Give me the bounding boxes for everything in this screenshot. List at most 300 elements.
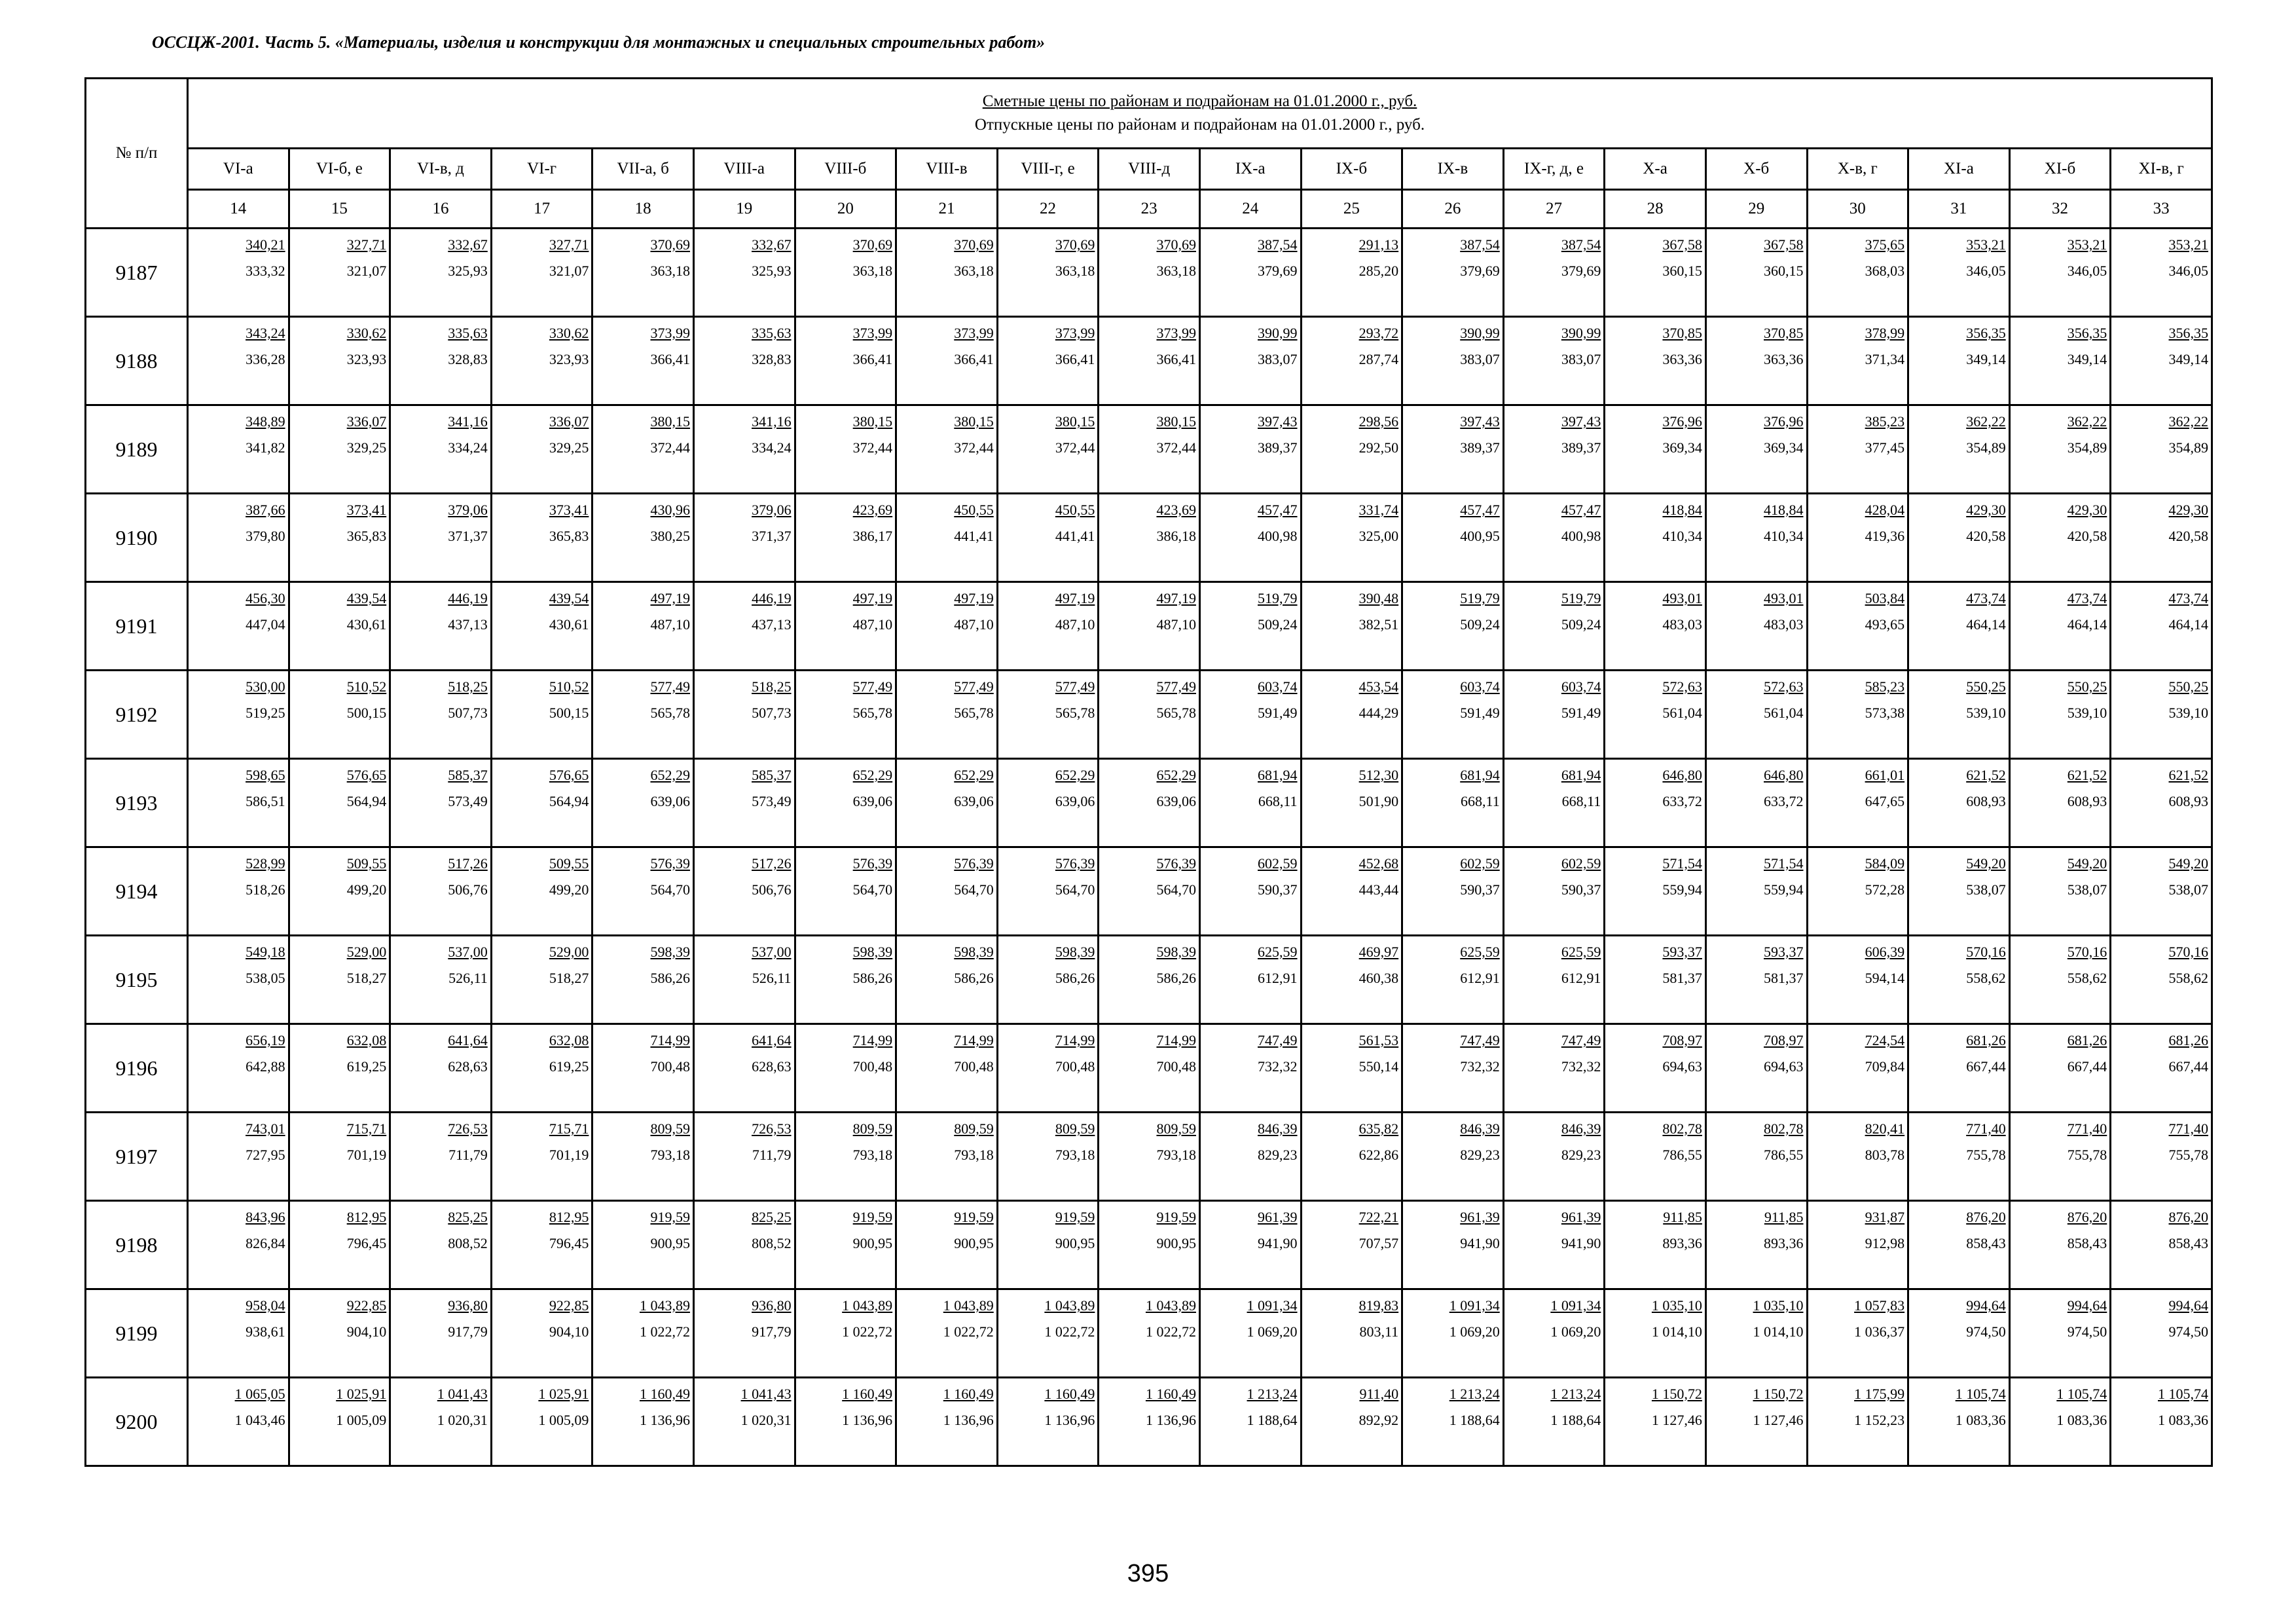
release-price: 858,43 [1966,1235,2006,1251]
price-cell [592,936,694,1024]
price-cell [1705,494,1807,582]
district-header: IX-в [1402,149,1504,190]
estimate-price: 353,21 [1966,236,2006,253]
price-cell [491,847,592,936]
release-price: 808,52 [752,1235,792,1251]
estimate-price: 715,71 [549,1120,589,1137]
release-price: 573,38 [1865,705,1905,721]
release-price: 328,83 [448,351,488,367]
price-cell [491,1201,592,1289]
release-price: 586,26 [1156,970,1196,986]
price-cell [188,405,289,494]
estimate-price: 632,08 [346,1032,387,1048]
estimate-price: 327,71 [549,236,589,253]
release-price: 591,49 [1258,705,1298,721]
price-cell [1099,317,1200,405]
table-row [86,1201,2212,1289]
column-number: 19 [693,190,795,229]
release-price: 371,34 [1865,351,1905,367]
release-price: 612,91 [1258,970,1298,986]
release-price: 383,07 [1460,351,1500,367]
estimate-price: 379,06 [752,502,792,518]
price-cell [1605,582,1706,671]
price-cell [1705,759,1807,847]
release-price: 608,93 [2168,793,2208,809]
estimate-price: 919,59 [1055,1209,1095,1225]
row-id: 9189 [86,405,188,494]
price-cell [997,229,1099,317]
estimate-price: 994,64 [1966,1297,2006,1314]
release-price: 1 022,72 [842,1323,893,1340]
estimate-price: 1 160,49 [1044,1386,1095,1402]
estimate-price: 450,55 [1055,502,1095,518]
estimate-price: 348,89 [246,413,285,430]
estimate-price: 598,39 [1055,944,1095,960]
release-price: 366,41 [650,351,690,367]
price-cell [289,229,390,317]
price-cell [390,405,492,494]
release-price: 1 069,20 [1550,1323,1601,1340]
price-cell [1402,1201,1504,1289]
column-number: 28 [1605,190,1706,229]
estimate-price: 577,49 [852,678,893,695]
estimate-price: 1 160,49 [1145,1386,1196,1402]
estimate-price: 390,48 [1358,590,1399,606]
release-price: 366,41 [954,351,994,367]
column-number: 16 [390,190,492,229]
price-cell [693,847,795,936]
price-cell [2111,1201,2212,1289]
estimate-price: 681,94 [1561,767,1601,783]
release-price: 372,44 [650,439,690,456]
price-cell [188,1201,289,1289]
estimate-price: 537,00 [448,944,488,960]
price-cell [795,936,896,1024]
release-price: 333,32 [246,263,285,279]
price-cell [1705,1289,1807,1378]
release-price: 1 083,36 [2158,1412,2208,1428]
estimate-price: 397,43 [1561,413,1601,430]
price-cell [1099,759,1200,847]
estimate-price: 598,39 [650,944,690,960]
price-cell [997,759,1099,847]
release-price: 793,18 [650,1147,690,1163]
release-price: 1 136,96 [1044,1412,1095,1428]
column-number: 30 [1807,190,1908,229]
release-price: 365,83 [549,528,589,544]
row-id: 9190 [86,494,188,582]
release-price: 1 014,10 [1651,1323,1702,1340]
row-id: 9194 [86,847,188,936]
estimate-price: 603,74 [1561,678,1601,695]
price-cell [1199,1113,1301,1201]
price-cell [390,759,492,847]
price-cell [2111,1289,2212,1378]
estimate-price: 446,19 [752,590,792,606]
release-price: 1 083,36 [1955,1412,2006,1428]
estimate-price: 332,67 [752,236,792,253]
release-price: 506,76 [752,881,792,898]
estimate-price: 585,37 [752,767,792,783]
release-price: 565,78 [1156,705,1196,721]
estimate-price: 809,59 [650,1120,690,1137]
release-price: 329,25 [549,439,589,456]
price-cell [1908,847,2010,936]
price-cell [2009,1201,2111,1289]
release-price: 1 069,20 [1449,1323,1500,1340]
release-price: 619,25 [346,1058,387,1075]
estimate-price: 1 175,99 [1854,1386,1905,1402]
estimate-price: 820,41 [1865,1120,1905,1137]
estimate-price: 370,85 [1662,325,1702,341]
price-cell [1301,1378,1402,1466]
estimate-price: 1 065,05 [234,1386,285,1402]
estimate-price: 387,66 [246,502,285,518]
estimate-price: 571,54 [1662,855,1702,872]
estimate-price: 641,64 [448,1032,488,1048]
release-price: 694,63 [1662,1058,1702,1075]
price-cell [1807,1289,1908,1378]
price-cell [896,229,998,317]
price-cell [693,1201,795,1289]
release-price: 594,14 [1865,970,1905,986]
price-cell [2111,936,2212,1024]
release-price: 518,27 [549,970,589,986]
estimate-price: 598,39 [954,944,994,960]
estimate-price: 509,55 [346,855,387,872]
price-cell [491,1289,592,1378]
price-cell [1605,936,1706,1024]
price-cell [1908,1201,2010,1289]
price-cell [795,1113,896,1201]
release-price: 900,95 [852,1235,893,1251]
price-cell [1705,671,1807,759]
estimate-price: 493,01 [1764,590,1804,606]
price-cell [1199,1024,1301,1113]
release-price: 786,55 [1764,1147,1804,1163]
column-number: 27 [1503,190,1605,229]
price-cell [2111,1378,2212,1466]
release-price: 564,70 [954,881,994,898]
release-price: 591,49 [1460,705,1500,721]
price-cell [390,1024,492,1113]
release-price: 377,45 [1865,439,1905,456]
release-price: 538,07 [2067,881,2107,898]
release-price: 633,72 [1662,793,1702,809]
estimate-price: 387,54 [1561,236,1601,253]
price-cell [1605,1378,1706,1466]
price-cell [1705,582,1807,671]
release-price: 349,14 [1966,351,2006,367]
price-cell [997,494,1099,582]
price-cell [1908,582,2010,671]
district-header: VI-г [491,149,592,190]
price-cell [390,494,492,582]
release-price: 793,18 [1156,1147,1196,1163]
estimate-price: 585,23 [1865,678,1905,695]
price-cell [188,936,289,1024]
price-cell [1705,1201,1807,1289]
column-number: 29 [1705,190,1807,229]
price-cell [1605,671,1706,759]
estimate-price: 726,53 [752,1120,792,1137]
estimate-price: 390,99 [1561,325,1601,341]
release-price: 526,11 [752,970,792,986]
district-header: X-а [1605,149,1706,190]
estimate-price: 876,20 [2067,1209,2107,1225]
release-price: 379,69 [1460,263,1500,279]
table-row [86,759,2212,847]
price-cell [693,582,795,671]
release-price: 292,50 [1358,439,1399,456]
district-header: VIII-г, е [997,149,1099,190]
estimate-price: 1 041,43 [740,1386,792,1402]
estimate-price: 571,54 [1764,855,1804,872]
price-cell [188,1289,289,1378]
estimate-price: 373,99 [852,325,893,341]
price-cell [1199,1378,1301,1466]
price-cell [491,1113,592,1201]
price-cell [795,229,896,317]
release-price: 334,24 [448,439,488,456]
release-price: 382,51 [1358,616,1399,633]
row-number-header: № п/п [86,79,188,229]
estimate-price: 376,96 [1662,413,1702,430]
row-id: 9191 [86,582,188,671]
estimate-price: 1 091,34 [1550,1297,1601,1314]
release-price: 893,36 [1662,1235,1702,1251]
release-price: 1 152,23 [1854,1412,1905,1428]
release-price: 363,18 [1156,263,1196,279]
price-cell [1807,1024,1908,1113]
release-price: 371,37 [752,528,792,544]
estimate-price: 378,99 [1865,325,1905,341]
column-number: 32 [2009,190,2111,229]
price-cell [390,671,492,759]
release-price: 1 136,96 [943,1412,994,1428]
release-price: 506,76 [448,881,488,898]
price-cell [289,847,390,936]
price-cell [1099,582,1200,671]
estimate-price: 771,40 [2067,1120,2107,1137]
price-cell [1605,405,1706,494]
estimate-price: 493,01 [1662,590,1702,606]
release-price: 900,95 [650,1235,690,1251]
price-cell [1099,1289,1200,1378]
release-price: 586,26 [954,970,994,986]
release-price: 379,69 [1258,263,1298,279]
estimate-price: 353,21 [2168,236,2208,253]
price-cell [1199,1289,1301,1378]
table-caption [188,79,2212,149]
release-price: 904,10 [346,1323,387,1340]
price-cell [997,1024,1099,1113]
estimate-price: 550,25 [2067,678,2107,695]
price-cell [1301,936,1402,1024]
price-cell [390,229,492,317]
release-price: 564,70 [1055,881,1095,898]
estimate-price: 356,35 [2067,325,2107,341]
price-cell [2111,671,2212,759]
price-cell [1605,229,1706,317]
district-header: VI-а [188,149,289,190]
table-row [86,1289,2212,1378]
release-price: 287,74 [1358,351,1399,367]
price-cell [491,759,592,847]
release-price: 501,90 [1358,793,1399,809]
estimate-price: 876,20 [2168,1209,2208,1225]
price-cell [1807,582,1908,671]
row-id: 9187 [86,229,188,317]
estimate-price: 390,99 [1460,325,1500,341]
price-cell [795,847,896,936]
price-cell [1908,494,2010,582]
district-header: XI-а [1908,149,2010,190]
price-cell [1807,671,1908,759]
price-cell [693,1024,795,1113]
release-price: 321,07 [346,263,387,279]
estimate-price: 621,52 [2067,767,2107,783]
price-cell [896,1024,998,1113]
estimate-price: 356,35 [2168,325,2208,341]
estimate-price: 373,99 [954,325,994,341]
release-price: 325,00 [1358,528,1399,544]
price-cell [1605,494,1706,582]
release-price: 538,05 [246,970,285,986]
estimate-price: 961,39 [1561,1209,1601,1225]
estimate-price: 430,96 [650,502,690,518]
price-cell [592,1113,694,1201]
price-cell [1807,494,1908,582]
table-row [86,582,2212,671]
price-cell [491,582,592,671]
price-cell [390,317,492,405]
price-cell [1503,671,1605,759]
estimate-price: 353,21 [2067,236,2107,253]
district-header: VIII-а [693,149,795,190]
price-cell [2009,317,2111,405]
price-cell [390,1378,492,1466]
release-price: 701,19 [549,1147,589,1163]
estimate-price: 576,39 [1055,855,1095,872]
release-price: 500,15 [346,705,387,721]
estimate-price: 528,99 [246,855,285,872]
price-cell [1605,1024,1706,1113]
estimate-price: 714,99 [954,1032,994,1048]
release-price: 639,06 [954,793,994,809]
release-price: 974,50 [1966,1323,2006,1340]
estimate-price: 621,52 [1966,767,2006,783]
price-cell [1402,229,1504,317]
estimate-price: 722,21 [1358,1209,1399,1225]
release-price: 386,18 [1156,528,1196,544]
price-cell [1705,229,1807,317]
release-price: 483,03 [1662,616,1702,633]
caption-release-prices: Отпускные цены по районам и подрайонам на 01.01.2000 г., руб. [974,116,1425,134]
release-price: 565,78 [650,705,690,721]
estimate-price: 743,01 [246,1120,285,1137]
estimate-price: 439,54 [346,590,387,606]
release-price: 912,98 [1865,1235,1905,1251]
price-cell [188,229,289,317]
release-price: 460,38 [1358,970,1399,986]
estimate-price: 576,39 [954,855,994,872]
price-cell [188,847,289,936]
price-cell [2111,759,2212,847]
estimate-price: 1 160,49 [842,1386,893,1402]
release-price: 1 022,72 [1044,1323,1095,1340]
price-cell [896,759,998,847]
estimate-price: 549,20 [1966,855,2006,872]
release-price: 366,41 [852,351,893,367]
release-price: 608,93 [2067,793,2107,809]
release-price: 360,15 [1662,263,1702,279]
estimate-price: 497,19 [1055,590,1095,606]
release-price: 369,34 [1662,439,1702,456]
price-cell [491,494,592,582]
release-price: 1 136,96 [639,1412,690,1428]
release-price: 974,50 [2067,1323,2107,1340]
estimate-price: 812,95 [346,1209,387,1225]
estimate-price: 1 043,89 [639,1297,690,1314]
estimate-price: 529,00 [549,944,589,960]
release-price: 826,84 [246,1235,285,1251]
price-cell [1503,405,1605,494]
release-price: 893,36 [1764,1235,1804,1251]
price-cell [390,847,492,936]
release-price: 892,92 [1358,1412,1399,1428]
estimate-price: 771,40 [2168,1120,2208,1137]
release-price: 559,94 [1662,881,1702,898]
estimate-price: 512,30 [1358,767,1399,783]
release-price: 647,65 [1865,793,1905,809]
release-price: 639,06 [650,793,690,809]
release-price: 558,62 [2168,970,2208,986]
estimate-price: 429,30 [1966,502,2006,518]
price-cell [1301,317,1402,405]
price-cell [1503,936,1605,1024]
release-price: 400,98 [1561,528,1601,544]
estimate-price: 549,20 [2067,855,2107,872]
price-cell [1099,229,1200,317]
release-price: 379,80 [246,528,285,544]
estimate-price: 390,99 [1258,325,1298,341]
price-cell [1807,317,1908,405]
estimate-price: 919,59 [954,1209,994,1225]
estimate-price: 298,56 [1358,413,1399,430]
release-price: 500,15 [549,705,589,721]
estimate-price: 380,15 [1055,413,1095,430]
release-price: 487,10 [852,616,893,633]
price-cell [1402,582,1504,671]
price-cell [289,494,390,582]
estimate-price: 715,71 [346,1120,387,1137]
release-price: 1 069,20 [1247,1323,1298,1340]
price-cell [997,1113,1099,1201]
estimate-price: 602,59 [1258,855,1298,872]
estimate-price: 503,84 [1865,590,1905,606]
release-price: 590,37 [1460,881,1500,898]
release-price: 487,10 [1156,616,1196,633]
row-id: 9197 [86,1113,188,1201]
release-price: 383,07 [1561,351,1601,367]
price-cell [289,1378,390,1466]
price-cell [1402,1289,1504,1378]
price-cell [1503,1378,1605,1466]
price-cell [491,936,592,1024]
release-price: 586,51 [246,793,285,809]
estimate-price: 708,97 [1662,1032,1702,1048]
